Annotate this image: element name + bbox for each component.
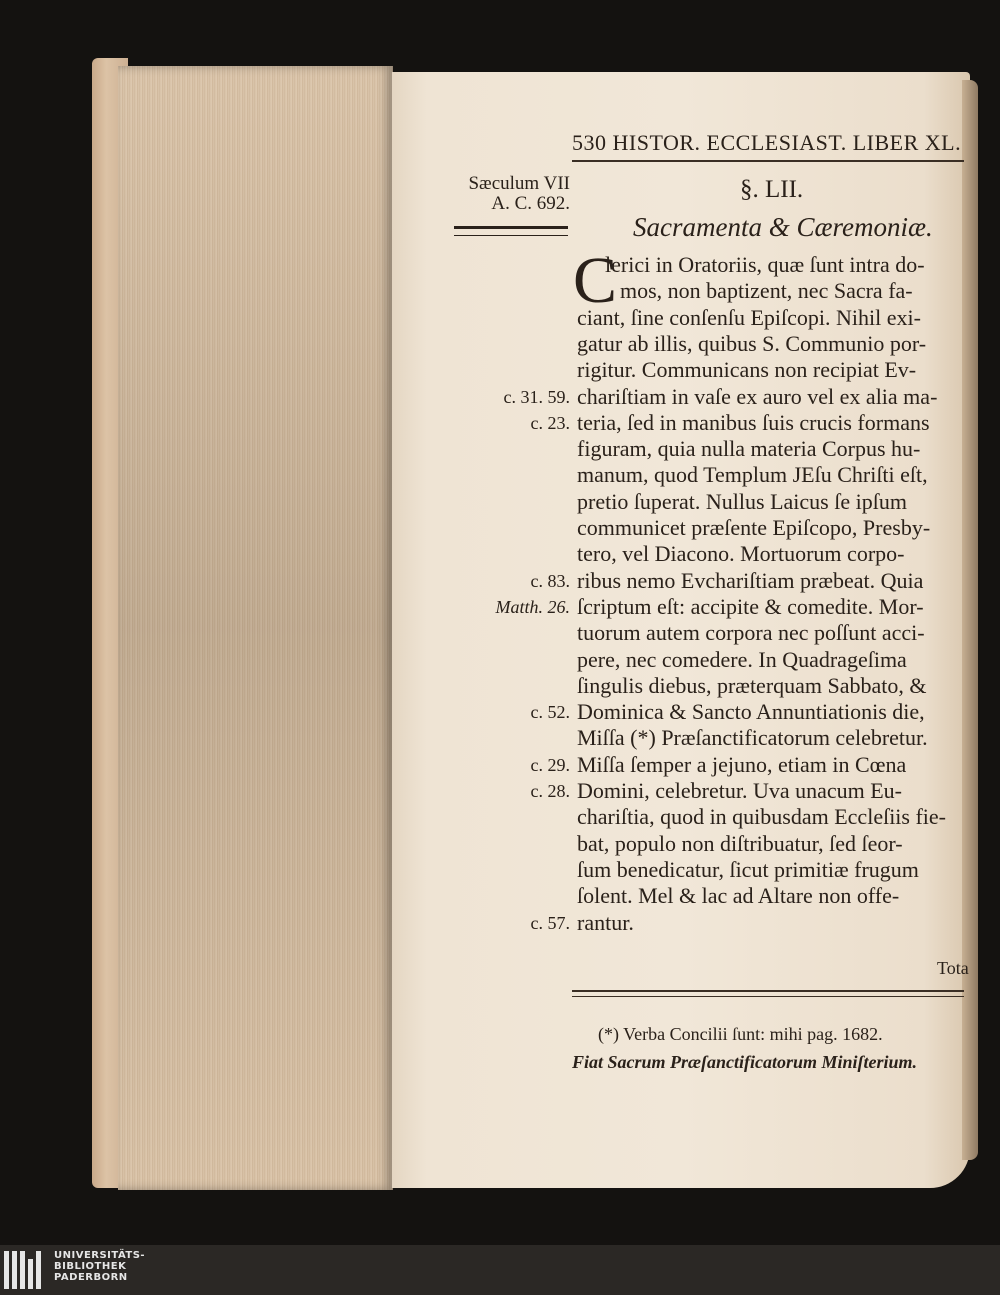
body-line: rantur.: [577, 909, 634, 935]
body-line: teria, ſed in manibus ſuis crucis formans: [577, 409, 930, 435]
body-line: figuram, quia nulla materia Corpus hu-: [577, 436, 921, 462]
margin-note: c. 31. 59.: [503, 386, 570, 407]
body-line: mos, non baptizent, nec Sacra fa-: [620, 278, 913, 304]
body-line: ſum benedicatur, ſicut primitiæ frugum: [577, 856, 919, 882]
page-block-edges: [118, 66, 393, 1190]
body-line: tero, vel Diacono. Mortuorum corpo-: [577, 541, 905, 567]
margin-note: c. 57.: [530, 912, 570, 933]
logo-line: PADERBORN: [54, 1272, 128, 1283]
margin-note: c. 23.: [530, 412, 570, 433]
running-head: 530 HISTOR. ECCLESIAST. LIBER XL.: [572, 130, 962, 155]
library-logo-icon: [4, 1251, 48, 1289]
margin-rule: [454, 226, 568, 236]
body-line: Dominica & Sancto Annuntiationis die,: [577, 699, 925, 725]
body-line: bat, populo non diſtribuatur, ſed ſeor-: [577, 830, 903, 856]
body-line: Miſſa (*) Præſanctificatorum celebretur.: [577, 725, 928, 751]
library-logo-text: [54, 1250, 145, 1283]
body-line: chariſtiam in vaſe ex auro vel ex alia ma-: [577, 383, 938, 409]
margin-year-date: A. C. 692.: [491, 193, 570, 214]
body-line: Miſſa ſemper a jejuno, etiam in Cœna: [577, 751, 907, 777]
body-line: tuorum autem corpora nec poſſunt acci-: [577, 620, 925, 646]
logo-line: UNIVERSITÄTS-: [54, 1250, 146, 1261]
margin-year-century: Sæculum VII: [468, 173, 570, 194]
margin-note: c. 52.: [530, 702, 570, 723]
body-line: ſcriptum eſt: accipite & comedite. Mor-: [577, 593, 924, 619]
body-line: lerici in Oratoriis, quæ ſunt intra do-: [605, 252, 925, 277]
body-line: communicet præſente Epiſcopo, Presby-: [577, 515, 931, 540]
margin-note: Matth. 26.: [495, 596, 570, 617]
library-footer: [0, 1245, 1000, 1295]
margin-note: c. 83.: [530, 570, 570, 591]
section-number: §. LII.: [740, 176, 804, 203]
body-line: rigitur. Communicans non recipiat Ev-: [577, 357, 917, 383]
catchword: Tota: [937, 958, 969, 978]
body-line: ſingulis diebus, præterquam Sabbato, &: [577, 672, 927, 698]
margin-note: c. 28.: [530, 781, 570, 801]
body-line: ribus nemo Evchariſtiam præbeat. Quia: [577, 567, 924, 593]
footnote-line: (*) Verba Concilii ſunt: mihi pag. 1682.: [598, 1024, 883, 1044]
body-line: ciant, ſine conſenſu Epiſcopi. Nihil exi-: [577, 304, 921, 330]
footnote-line: Fiat Sacrum Præſanctificatorum Miniſterium.: [572, 1052, 918, 1072]
body-line: gatur ab illis, quibus S. Communio por-: [577, 330, 927, 356]
body-line: pretio ſuperat. Nullus Laicus ſe ipſum: [577, 488, 907, 514]
header-rule: [572, 160, 964, 162]
logo-line: BIBLIOTHEK: [54, 1261, 127, 1272]
body-line: chariſtia, quod in quibusdam Eccleſiis fie-: [577, 804, 947, 830]
section-title: Sacramenta & Cæremoniæ.: [633, 212, 933, 242]
footnote-rule: [572, 990, 964, 997]
drop-cap: C: [573, 244, 618, 317]
body-line: ſolent. Mel & lac ad Altare non offe-: [577, 883, 900, 909]
body-line: Domini, celebretur. Uva unacum Eu-: [577, 778, 903, 803]
margin-year: [440, 174, 570, 214]
body-line: pere, nec comedere. In Quadrageſima: [577, 646, 907, 672]
body-line: manum, quod Templum JEſu Chriſti eſt,: [577, 462, 928, 488]
page-curl-edge: [962, 80, 978, 1160]
margin-note: c. 29.: [530, 754, 570, 775]
